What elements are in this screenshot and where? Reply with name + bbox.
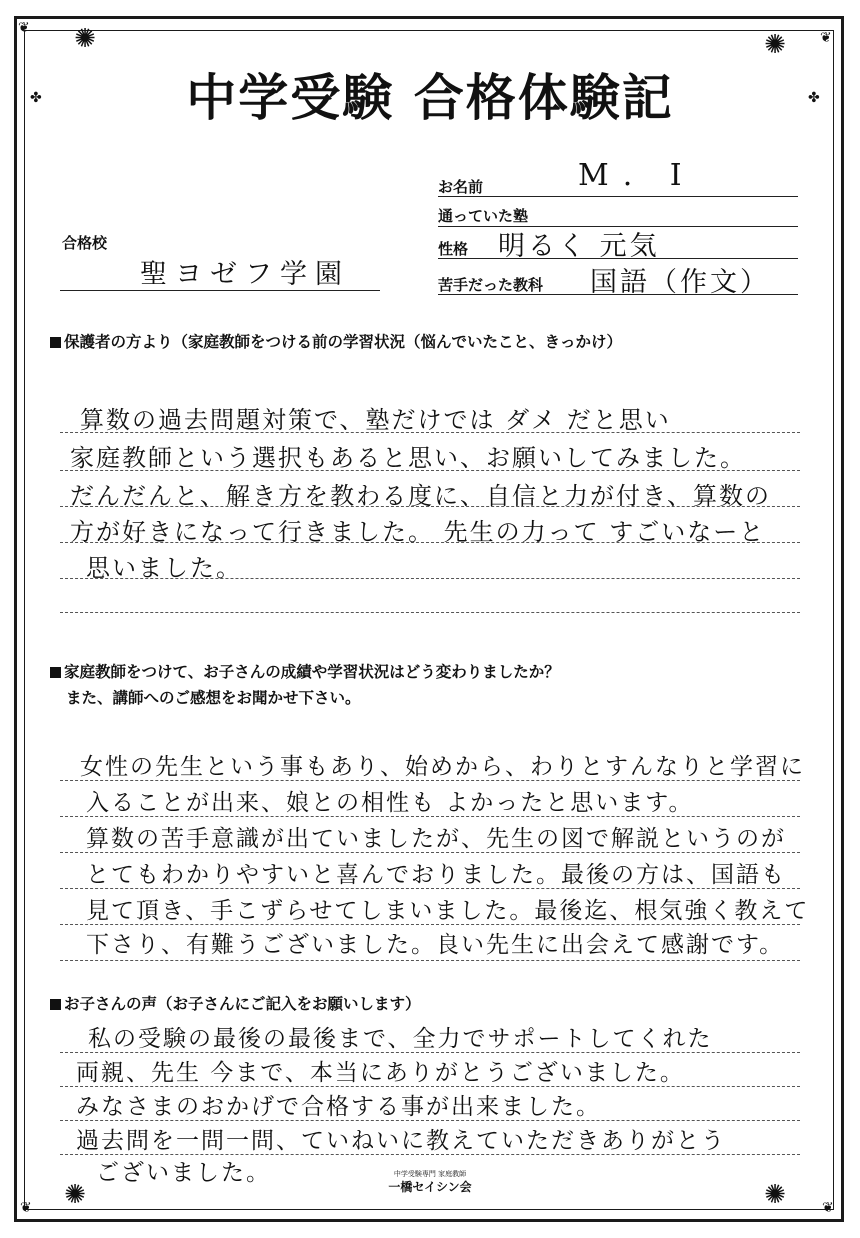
personality-value: 明るく 元気 bbox=[498, 231, 660, 262]
square-bullet-icon bbox=[50, 999, 61, 1010]
name-label: お名前 bbox=[438, 178, 484, 196]
handwritten-line: 算数の苦手意識が出ていましたが、先生の図で解説というのが bbox=[86, 826, 786, 852]
leaf-ornament-icon: ❦ bbox=[820, 30, 832, 46]
section-heading-parent-before bbox=[50, 330, 622, 352]
heading-text: 保護者の方より（家庭教師をつける前の学習状況（悩んでいたこと、きっかけ） bbox=[64, 333, 623, 351]
school-underline bbox=[60, 290, 380, 291]
leaf-ornament-icon: ❦ bbox=[20, 1200, 32, 1216]
handwritten-line: 両親、先生 今まで、本当にありがとうございました。 bbox=[76, 1060, 685, 1086]
weak-subject-underline bbox=[438, 294, 798, 295]
leaf-ornament-icon: ✤ bbox=[30, 90, 42, 106]
square-bullet-icon bbox=[50, 337, 61, 348]
section-heading-parent-after-2 bbox=[66, 686, 361, 708]
handwritten-line: 家庭教師という選択もあると思い、お願いしてみました。 bbox=[70, 444, 746, 472]
leaf-ornament-icon: ❦ bbox=[822, 1200, 834, 1216]
handwritten-line: 下さり、有難うございました。良い先生に出会えて感謝です。 bbox=[86, 932, 785, 958]
school-label: 合格校 bbox=[62, 234, 108, 252]
personality-underline bbox=[438, 258, 798, 259]
leaf-ornament-icon: ✤ bbox=[808, 90, 820, 106]
weak-subject-value: 国語（作文） bbox=[590, 267, 770, 298]
handwritten-line: ございました。 bbox=[96, 1160, 271, 1186]
footer-tagline: 中学受験専門 家庭教師 bbox=[393, 1170, 467, 1178]
handwritten-line: 女性の先生という事もあり、始めから、わりとすんなりと学習に bbox=[80, 754, 805, 780]
writing-rule bbox=[60, 960, 800, 961]
footer-brand: 一橋セイシン会 bbox=[388, 1180, 472, 1194]
handwritten-line: とてもわかりやすいと喜んでおりました。最後の方は、国語も bbox=[86, 862, 786, 888]
handwritten-line: 私の受験の最後の最後まで、全力でサポートしてくれた bbox=[88, 1026, 713, 1052]
juku-label: 通っていた塾 bbox=[438, 207, 529, 225]
corner-ornament-icon: ✺ bbox=[64, 1180, 86, 1210]
heading-text: お子さんの声（お子さんにご記入をお願いします） bbox=[64, 995, 421, 1013]
personality-label: 性格 bbox=[438, 240, 469, 258]
section-heading-child-voice bbox=[50, 992, 421, 1014]
corner-ornament-icon: ✺ bbox=[764, 30, 786, 60]
heading-text: また、講師へのご感想をお聞かせ下さい。 bbox=[66, 689, 361, 707]
handwritten-line: みなさまのおかげで合格する事が出来ました。 bbox=[76, 1094, 601, 1120]
corner-ornament-icon: ✺ bbox=[764, 1180, 786, 1210]
corner-ornament-icon: ✺ bbox=[74, 24, 96, 54]
handwritten-line: 入ることが出来、娘との相性も よかったと思います。 bbox=[86, 790, 694, 816]
name-value: M. I bbox=[578, 158, 696, 193]
page-title: 中学受験 合格体験記 bbox=[186, 69, 674, 127]
writing-rule bbox=[60, 612, 800, 613]
footer-logo bbox=[380, 1170, 480, 1195]
heading-text: 家庭教師をつけて、お子さんの成績や学習状況はどう変わりましたか？ bbox=[64, 663, 560, 681]
handwritten-line: 思いました。 bbox=[86, 554, 242, 582]
school-value: 聖ヨゼフ学園 bbox=[140, 259, 350, 290]
leaf-ornament-icon: ❦ bbox=[18, 20, 30, 36]
handwritten-line: 見て頂き、手こずらせてしまいました。最後迄、根気強く教えて bbox=[86, 898, 810, 924]
handwritten-line: だんだんと、解き方を教わる度に、自信と力が付き、算数の bbox=[70, 482, 772, 510]
weak-subject-label: 苦手だった教科 bbox=[438, 276, 544, 294]
name-underline bbox=[438, 196, 798, 197]
section-heading-parent-after bbox=[50, 660, 560, 682]
handwritten-line: 方が好きになって行きました。 先生の力って すごいなーと bbox=[70, 518, 766, 546]
handwritten-line: 過去問を一問一問、ていねいに教えていただきありがとう bbox=[76, 1128, 726, 1154]
handwritten-line: 算数の過去問題対策で、塾だけでは ダメ だと思い bbox=[80, 406, 671, 434]
square-bullet-icon bbox=[50, 667, 61, 678]
